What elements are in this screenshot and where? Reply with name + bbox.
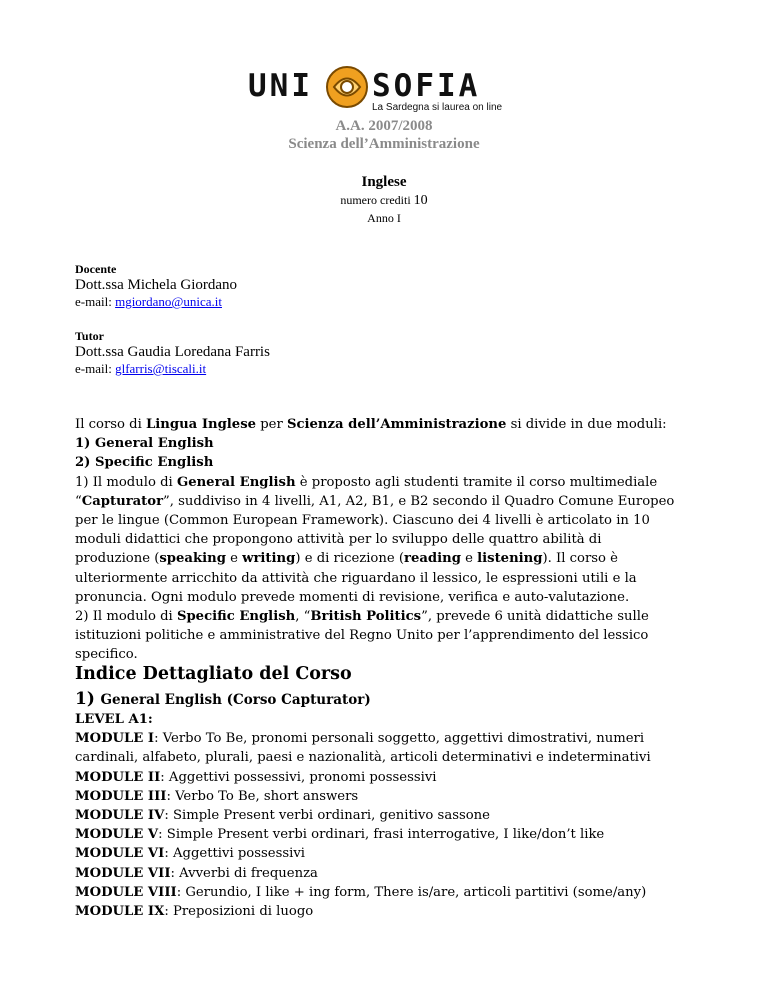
list-item: MODULE III: Verbo To Be, short answers — [75, 788, 359, 804]
tutor-email-line — [75, 361, 270, 377]
intro-paragraph-1: Il corso di Lingua Inglese per Scienza dell’Amministrazione si divide in due moduli: — [75, 417, 667, 432]
section-heading: Indice Dettagliato del Corso — [75, 664, 352, 684]
subject-title: Inglese — [361, 174, 407, 190]
logo-tagline: La Sardegna si laurea on line — [372, 102, 503, 113]
docente-name: Dott.ssa Michela Giordano — [75, 277, 238, 293]
credits-line — [0, 193, 768, 209]
module-list-item-1: 1) General English — [75, 436, 214, 452]
level-heading: LEVEL A1: — [75, 712, 153, 727]
credits-label: numero crediti — [340, 193, 411, 207]
list-item: MODULE IX: Preposizioni di luogo — [75, 904, 314, 920]
docente-email-line — [75, 294, 237, 310]
docente-email-link[interactable]: mgiordano@unica.it — [115, 294, 222, 309]
list-item: MODULE I: Verbo To Be, pronomi personali soggetto, aggettivi dimostrativi, numeri — [75, 731, 645, 747]
intro-paragraph-2: 1) Il modulo di General English è proposto agli studenti tramite il corso multimediale “Capturator”, suddiviso in 4 livelli, A1, A2, B1, e B2 secondo il Quadro Comune Europeo per le lingue (Common European Framework). Ciascuno dei 4 livelli è articolato in 10 moduli didattici che propongono attività per lo sviluppo delle quattro abilità di produzione (speaking e writing) e di ricezione (reading e listening). Il corso è ulteriormente arricchito da attività che riguardano il lessico, le espressioni utili e la pronuncia. Ogni modulo prevede momenti di revisione, verifica e auto-valutazione. — [75, 474, 675, 605]
list-item: MODULE IV: Simple Present verbi ordinari, genitivo sassone — [75, 808, 490, 824]
logo-word-sofia: SOFIA — [372, 68, 481, 104]
list-item: MODULE V: Simple Present verbi ordinari, frasi interrogative, I like/don’t like — [75, 827, 605, 843]
list-item: MODULE VII: Avverbi di frequenza — [75, 865, 318, 881]
tutor-email-label: e-mail: — [75, 361, 112, 376]
course-name: Scienza dell’Amministrazione — [288, 136, 480, 152]
tutor-email-link[interactable]: glfarris@tiscali.it — [115, 361, 207, 376]
credits-value: 10 — [413, 193, 428, 208]
docente-block — [75, 262, 237, 310]
list-item: MODULE VI: Aggettivi possessivi — [75, 846, 306, 862]
subsection-heading: 1) General English (Corso Capturator) — [75, 689, 371, 709]
list-item: cardinali, alfabeto, plurali, paesi e nazionalità, articoli determinativi e indeterminativi — [75, 750, 651, 766]
academic-year: A.A. 2007/2008 — [335, 118, 433, 134]
tutor-name: Dott.ssa Gaudia Loredana Farris — [75, 344, 270, 360]
docente-email-label: e-mail: — [75, 294, 112, 309]
list-item: MODULE VIII: Gerundio, I like + ing form, There is/are, articoli partitivi (some/any) — [75, 884, 647, 900]
intro-text — [75, 415, 715, 665]
tutor-block — [75, 329, 270, 377]
intro-paragraph-3: 2) Il modulo di Specific English, “British Politics”, prevede 6 unità didattiche sulle istituzioni politiche e amministrative del Regno Unito per l’apprendimento del lessico specifico. — [75, 609, 649, 663]
year-line: Anno I — [367, 211, 401, 225]
docente-role: Docente — [75, 262, 117, 276]
module-list — [75, 710, 735, 921]
tutor-role: Tutor — [75, 329, 104, 343]
logo-word-uni: UNI — [248, 68, 313, 104]
unisofia-logo — [248, 64, 520, 120]
list-item: MODULE II: Aggettivi possessivi, pronomi possessivi — [75, 769, 437, 785]
module-list-item-2: 2) Specific English — [75, 455, 214, 471]
logo-knot-icon — [324, 64, 370, 110]
